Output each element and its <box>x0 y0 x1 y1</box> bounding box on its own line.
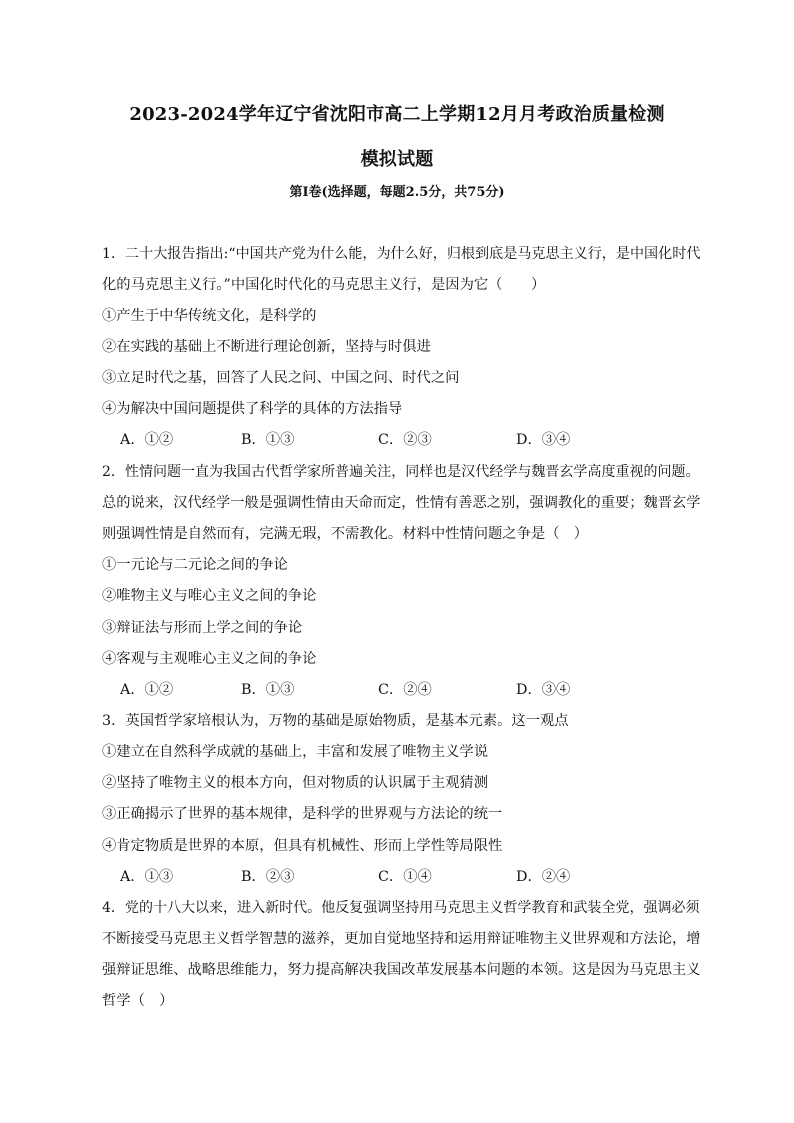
question-2-statement: ③辩证法与形而上学之间的争论 <box>102 620 303 636</box>
question-1-stem: 1．二十大报告指出:“中国共产党为什么能，为什么好，归根到底是马克思主义行，是中国化时代 <box>102 246 701 262</box>
question-1-option-d: D．③④ <box>516 432 571 448</box>
section-heading: 第I卷(选择题，每题2.5分，共75分) <box>289 185 505 200</box>
page-title: 2023-2024学年辽宁省沈阳市高二上学期12月月考政治质量检测 <box>129 104 665 125</box>
question-1-statement: ②在实践的基础上不断进行理论创新，坚持与时俱进 <box>102 339 431 355</box>
question-3-statement: ①建立在自然科学成就的基础上，丰富和发展了唯物主义学说 <box>102 744 489 760</box>
question-2-option-a: A．①② <box>120 682 174 698</box>
question-2-option-c: C．②④ <box>378 682 432 698</box>
question-3-option-b: B．②③ <box>241 869 295 885</box>
question-3-stem: 3．英国哲学家培根认为，万物的基础是原始物质，是基本元素。这一观点 <box>102 713 569 729</box>
question-2-option-d: D．③④ <box>516 682 571 698</box>
question-3-statement: ③正确揭示了世界的基本规律，是科学的世界观与方法论的统一 <box>102 806 503 822</box>
question-2-statement: ②唯物主义与唯心主义之间的争论 <box>102 588 317 604</box>
question-1-stem: 化的马克思主义行。”中国化时代化的马克思主义行，是因为它（ ） <box>102 277 546 293</box>
question-4-stem: 不断接受马克思主义哲学智慧的滋养，更加自觉地坚持和运用辩证唯物主义世界观和方法论，增 <box>102 931 701 947</box>
question-2-stem: 总的说来，汉代经学一般是强调性情由天命而定，性情有善恶之别，强调教化的重要；魏晋玄学 <box>102 495 701 511</box>
question-2-stem: 则强调性情是自然而有，完满无瑕，不需教化。材料中性情问题之争是（ ） <box>102 526 589 542</box>
question-1-statement: ④为解决中国问题提供了科学的具体的方法指导 <box>102 401 403 417</box>
question-3-option-a: A．①③ <box>120 869 174 885</box>
question-3-option-d: D．②④ <box>516 869 571 885</box>
question-4-stem: 4．党的十八大以来，进入新时代。他反复强调坚持用马克思主义哲学教育和武装全党，强调必须 <box>102 900 700 916</box>
question-3-statement: ④肯定物质是世界的本原，但具有机械性、形而上学性等局限性 <box>102 838 503 854</box>
question-4-stem: 强辩证思维、战略思维能力，努力提高解决我国改革发展基本问题的本领。这是因为马克思主义 <box>102 962 701 978</box>
question-2-option-b: B．①③ <box>241 682 295 698</box>
question-1-statement: ①产生于中华传统文化，是科学的 <box>102 308 317 324</box>
page-title-continued: 模拟试题 <box>360 149 434 170</box>
question-1-option-c: C．②③ <box>378 432 432 448</box>
question-1-statement: ③立足时代之基，回答了人民之问、中国之问、时代之问 <box>102 370 460 386</box>
question-2-statement: ④客观与主观唯心主义之间的争论 <box>102 651 317 667</box>
question-1-option-b: B．①③ <box>241 432 295 448</box>
question-1-option-a: A．①② <box>120 432 174 448</box>
question-3-statement: ②坚持了唯物主义的根本方向，但对物质的认识属于主观猜测 <box>102 775 489 791</box>
question-2-statement: ①一元论与二元论之间的争论 <box>102 557 288 573</box>
question-4-stem: 哲学（ ） <box>102 993 174 1009</box>
question-2-stem: 2．性情问题一直为我国古代哲学家所普遍关注，同样也是汉代经学与魏晋玄学高度重视的问题。 <box>102 464 700 480</box>
question-3-option-c: C．①④ <box>378 869 432 885</box>
